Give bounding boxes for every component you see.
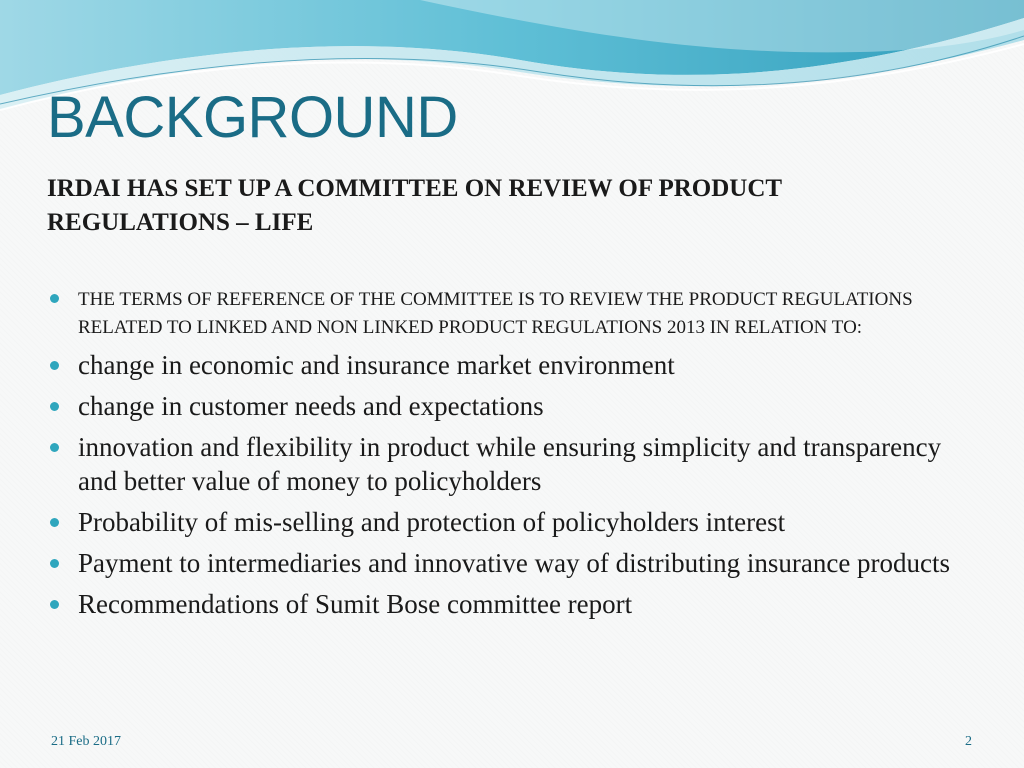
bullet-item: [47, 389, 967, 423]
bullet-icon: [50, 600, 59, 609]
bullet-item: [47, 546, 967, 580]
bullet-icon: [50, 361, 59, 370]
bullet-text: innovation and flexibility in product while ensuring simplicity and transparency and better value of money to policyholders: [78, 432, 942, 496]
bullet-item: [47, 348, 967, 382]
bullet-icon: [50, 443, 59, 452]
bullet-list: [47, 286, 967, 628]
bullet-item-intro: [47, 286, 967, 342]
bullet-text: Probability of mis-selling and protection of policyholders interest: [78, 507, 786, 537]
slide-subtitle: IRDAI HAS SET UP A COMMITTEE ON REVIEW OF PRODUCT REGULATIONS – LIFE: [47, 175, 782, 236]
bullet-item: [47, 505, 967, 539]
bullet-text: change in customer needs and expectations: [78, 391, 544, 421]
bullet-icon: [50, 294, 59, 303]
bullet-text: THE TERMS OF REFERENCE OF THE COMMITTEE IS TO REVIEW THE PRODUCT REGULATIONS RELATED TO LINKED AND NON LINKED PRODUCT REGULATIONS 2013 IN RELATION TO:: [78, 289, 913, 338]
bullet-icon: [50, 518, 59, 527]
footer-date: 21 Feb 2017: [51, 734, 121, 749]
bullet-text: Payment to intermediaries and innovative way of distributing insurance products: [78, 548, 951, 578]
bullet-text: change in economic and insurance market environment: [78, 350, 675, 380]
page-number: 2: [965, 734, 972, 749]
bullet-item: [47, 430, 967, 498]
bullet-icon: [50, 559, 59, 568]
slide-title: BACKGROUND: [47, 85, 458, 150]
bullet-icon: [50, 402, 59, 411]
bullet-text: Recommendations of Sumit Bose committee report: [78, 589, 633, 619]
bullet-item: [47, 587, 967, 621]
